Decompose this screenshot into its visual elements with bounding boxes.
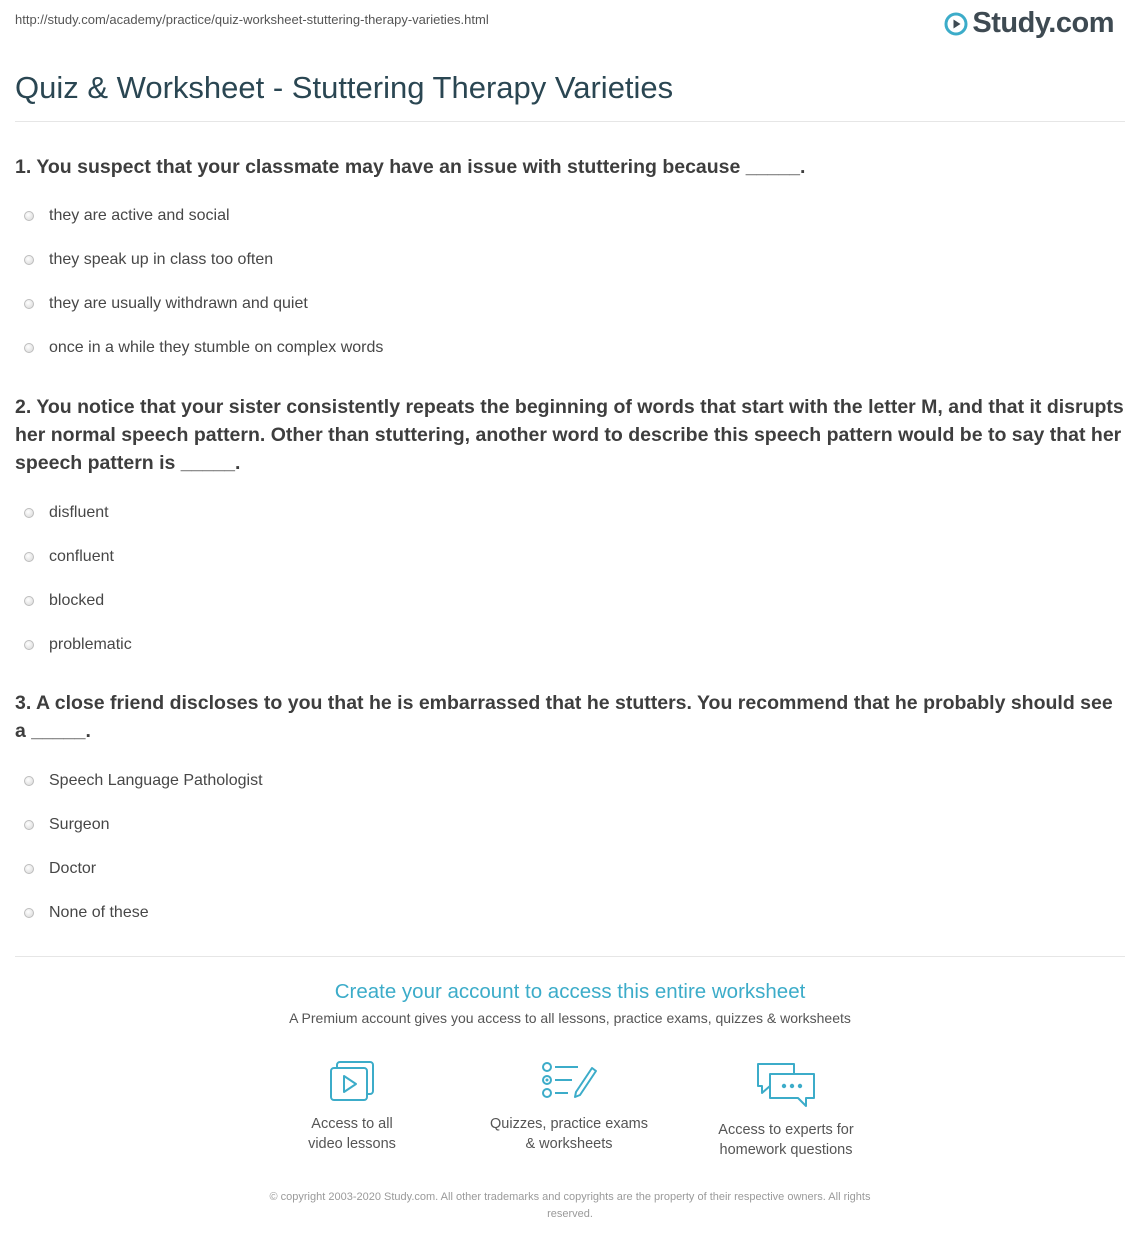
question-3	[15, 689, 1127, 935]
answer-label: once in a while they stumble on complex words	[49, 339, 384, 356]
answer-label: problematic	[49, 636, 132, 653]
copyright-line: reserved.	[547, 1208, 593, 1220]
answer-option[interactable]	[15, 759, 1127, 803]
answer-option[interactable]	[15, 803, 1127, 847]
question-1	[15, 153, 1127, 370]
radio-button[interactable]	[24, 908, 34, 918]
answer-options	[15, 194, 1127, 370]
question-text: 1. You suspect that your classmate may have an issue with stuttering because _____.	[15, 156, 806, 178]
quiz-checklist-icon	[540, 1060, 598, 1104]
radio-button[interactable]	[24, 211, 34, 221]
answer-label: they speak up in class too often	[49, 251, 274, 268]
answer-option[interactable]	[15, 282, 1127, 326]
radio-button[interactable]	[24, 343, 34, 353]
answer-option[interactable]	[15, 891, 1127, 935]
radio-button[interactable]	[24, 596, 34, 606]
cta-divider	[15, 956, 1125, 957]
feature-label: video lessons	[308, 1136, 396, 1152]
answer-label: disfluent	[49, 504, 109, 521]
cta-title-link[interactable]: Create your account to access this entire worksheet	[334, 980, 806, 1003]
answer-label: confluent	[49, 548, 114, 565]
radio-button[interactable]	[24, 864, 34, 874]
answer-option[interactable]	[15, 491, 1127, 535]
answer-option[interactable]	[15, 847, 1127, 891]
feature-label: & worksheets	[525, 1136, 613, 1152]
video-lessons-icon	[327, 1060, 377, 1104]
copyright-line: © copyright 2003-2020 Study.com. All other trademarks and copyrights are the property of their respective owners. All rights	[269, 1191, 871, 1203]
answer-label: Speech Language Pathologist	[49, 772, 263, 789]
answer-option[interactable]	[15, 535, 1127, 579]
answer-label: Surgeon	[49, 816, 110, 833]
answer-label: None of these	[49, 904, 149, 921]
radio-button[interactable]	[24, 255, 34, 265]
feature-experts	[686, 1060, 886, 1160]
question-2	[15, 393, 1127, 667]
answer-label: they are usually withdrawn and quiet	[49, 295, 308, 312]
answer-option[interactable]	[15, 326, 1127, 370]
radio-button[interactable]	[24, 552, 34, 562]
logo-text: Study.com	[972, 7, 1114, 39]
feature-label: Quizzes, practice exams	[490, 1116, 648, 1132]
title-divider	[15, 121, 1125, 122]
answer-option[interactable]	[15, 579, 1127, 623]
page-title: Quiz & Worksheet - Stuttering Therapy Varieties	[15, 70, 674, 105]
answer-label: they are active and social	[49, 207, 230, 224]
answer-option[interactable]	[15, 238, 1127, 282]
answer-options	[15, 759, 1127, 935]
radio-button[interactable]	[24, 299, 34, 309]
premium-cta	[0, 980, 1140, 1026]
feature-video-lessons	[252, 1060, 452, 1154]
answer-label: Doctor	[49, 860, 97, 877]
question-text: 3. A close friend discloses to you that he is embarrassed that he stutters. You recommend that he probably should see a _____.	[15, 692, 1113, 742]
radio-button[interactable]	[24, 640, 34, 650]
feature-quizzes	[469, 1060, 669, 1154]
radio-button[interactable]	[24, 508, 34, 518]
feature-label: Access to experts for	[718, 1122, 854, 1138]
feature-label: Access to all	[311, 1116, 393, 1132]
cta-subtitle: A Premium account gives you access to all lessons, practice exams, quizzes & worksheets	[289, 1010, 851, 1026]
feature-label: homework questions	[719, 1142, 853, 1158]
chat-bubbles-icon	[754, 1060, 818, 1110]
answer-option[interactable]	[15, 194, 1127, 238]
answer-label: blocked	[49, 592, 105, 609]
answer-option[interactable]	[15, 623, 1127, 667]
copyright-notice	[215, 1189, 925, 1223]
answer-options	[15, 491, 1127, 667]
study-logo[interactable]	[944, 7, 1114, 40]
play-circle-icon	[944, 12, 968, 36]
radio-button[interactable]	[24, 776, 34, 786]
question-text: 2. You notice that your sister consistently repeats the beginning of words that start with the letter M, and that it disrupts her normal speech pattern. Other than stuttering, another word to describe this speech pattern would be to say that her speech pattern is _____.	[15, 396, 1124, 474]
radio-button[interactable]	[24, 820, 34, 830]
page-url: http://study.com/academy/practice/quiz-worksheet-stuttering-therapy-varieties.html	[15, 12, 489, 27]
